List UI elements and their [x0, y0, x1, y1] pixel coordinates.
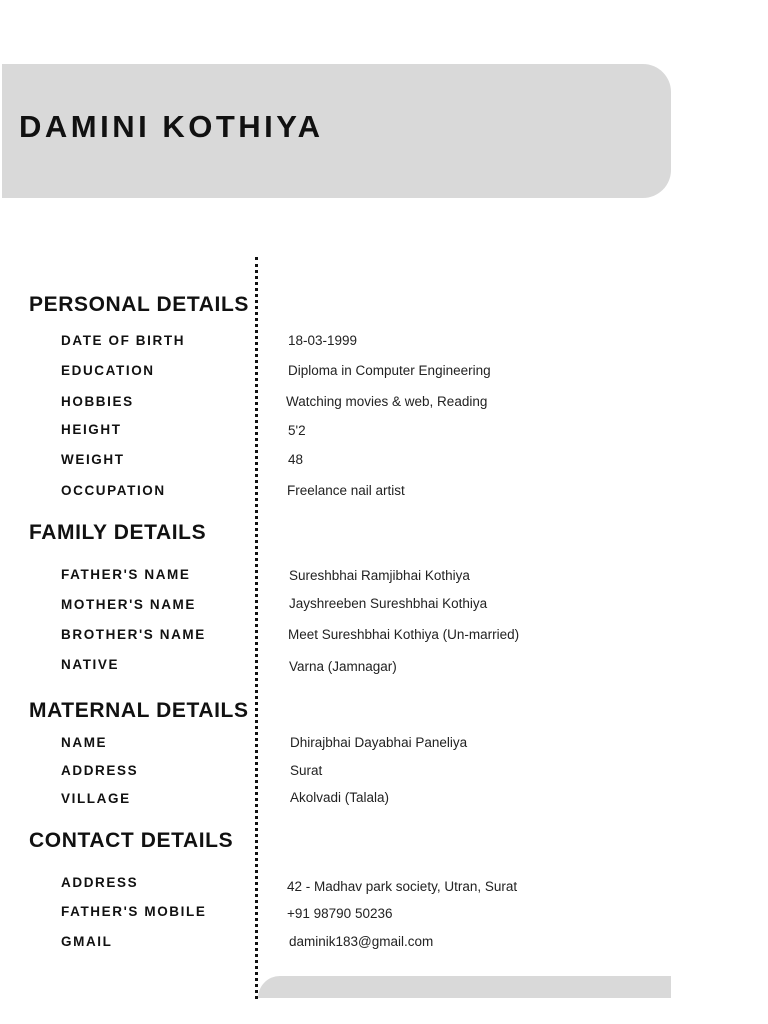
- label-native: NATIVE: [61, 657, 120, 672]
- value-education: Diploma in Computer Engineering: [288, 363, 491, 378]
- label-gmail: GMAIL: [61, 934, 113, 949]
- label-brothers-name: BROTHER'S NAME: [61, 627, 206, 642]
- value-fathers-name: Sureshbhai Ramjibhai Kothiya: [289, 568, 470, 583]
- value-weight: 48: [288, 452, 304, 467]
- label-contact-address: ADDRESS: [61, 875, 139, 890]
- value-native: Varna (Jamnagar): [289, 659, 397, 674]
- dotted-divider: [255, 257, 258, 999]
- section-heading-personal: PERSONAL DETAILS: [29, 293, 250, 316]
- value-fathers-mobile: +91 98790 50236: [287, 906, 393, 921]
- value-mothers-name: Jayshreeben Sureshbhai Kothiya: [289, 596, 488, 611]
- page-title: DAMINI KOTHIYA: [19, 109, 324, 144]
- value-hobbies: Watching movies & web, Reading: [286, 394, 488, 409]
- label-date-of-birth: DATE OF BIRTH: [61, 333, 186, 348]
- value-village: Akolvadi (Talala): [290, 790, 390, 805]
- label-hobbies: HOBBIES: [61, 394, 134, 409]
- label-fathers-name: FATHER'S NAME: [61, 567, 191, 582]
- value-date-of-birth: 18-03-1999: [288, 333, 358, 348]
- value-height: 5'2: [288, 423, 306, 438]
- label-village: VILLAGE: [61, 791, 131, 806]
- section-heading-family: FAMILY DETAILS: [29, 521, 207, 544]
- value-maternal-name: Dhirajbhai Dayabhai Paneliya: [290, 735, 468, 750]
- value-occupation: Freelance nail artist: [287, 483, 405, 498]
- label-fathers-mobile: FATHER'S MOBILE: [61, 904, 207, 919]
- value-contact-address: 42 - Madhav park society, Utran, Surat: [287, 879, 518, 894]
- label-occupation: OCCUPATION: [61, 483, 166, 498]
- value-brothers-name: Meet Sureshbhai Kothiya (Un-married): [288, 627, 520, 642]
- label-maternal-name: NAME: [61, 735, 108, 750]
- label-mothers-name: MOTHER'S NAME: [61, 597, 197, 612]
- value-maternal-address: Surat: [290, 763, 323, 778]
- label-weight: WEIGHT: [61, 452, 125, 467]
- value-gmail: daminik183@gmail.com: [289, 934, 434, 949]
- footer-band: [258, 976, 671, 998]
- label-height: HEIGHT: [61, 422, 122, 437]
- section-heading-maternal: MATERNAL DETAILS: [29, 699, 249, 722]
- section-heading-contact: CONTACT DETAILS: [29, 829, 234, 852]
- label-maternal-address: ADDRESS: [61, 763, 139, 778]
- label-education: EDUCATION: [61, 363, 155, 378]
